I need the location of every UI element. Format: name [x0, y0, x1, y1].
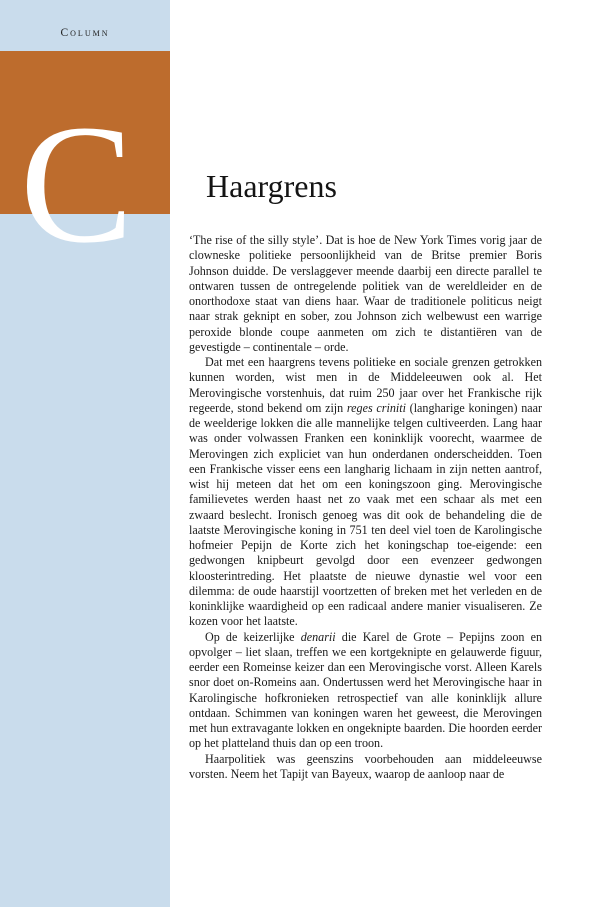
paragraph-3 — [189, 630, 542, 752]
paragraph-4: Haarpolitiek was geenszins voorbehouden aan middeleeuwse vorsten. Neem het Tapijt van Bayeux, waarop de aanloop naar de — [189, 751, 542, 781]
paragraph-2-italic: reges criniti — [346, 400, 406, 415]
initial-letter: C — [20, 90, 134, 278]
article-title: Haargrens — [206, 168, 337, 204]
paragraph-1: ‘The rise of the silly style’. Dat is hoe de New York Times vorig jaar de clowneske politieke persoonlijkheid van de Britse premier Boris Johnson duidde. De verslaggever meende daarbij een directe parallel te ontwaren tussen de ontregelende politiek van de wereldleider en de onorthodoxe staat van diens haar. Waar de traditionele politicus neigt naar strak geknipt en sober, zou Johnson zich welbewust een warrige peroxide blonde coupe aanmeten om zich te distantiëren van de gevestigde – continentale – orde. — [189, 233, 542, 354]
paragraph-3-italic: denarii — [300, 629, 336, 644]
paragraph-3-text-a: Op de keizerlijke — [205, 629, 301, 644]
sidebar — [0, 0, 170, 907]
initial-box — [0, 51, 170, 278]
article-body — [189, 233, 542, 782]
paragraph-2-text-a: Dat met een haargrens tevens politieke en sociale grenzen getrokken kunnen worden, wist men in de Middeleeuwen ook al. Het Merovingische vorstenhuis, dat ruim 250 jaar over het Frankische rijk regeerde, stond bekend om zijn — [189, 355, 542, 415]
paragraph-2-text-b: (langharige koningen) naar de weelderige lokken die alle mannelijke telgen cultiveerden. Lang haar was onder volwassen Franken een koninklijk voorecht, waarmee de Merovingen zich expliciet van hun onderdanen onderscheidden. Toen een Frankische visser eens een langharig lichaam in zijn netten aantrof, wist hij meteen dat het om een koningszoon ging. Merovingische familievetes werden haast net zo vaak met een schaar als met een zwaard beslecht. Ironisch genoeg was dit ook de behandeling die de laatste Merovingische koning in 751 ten deel viel toen de Karolingische hofmeier Pepijn de Korte zich het koningschap toe-eigende: een gedwongen knipbeurt gevolgd door een evenzeer gedwongen kloosterintreding. Het plaatste de nieuwe dynastie wel voor een dilemma: de oude haarstijl voortzetten of breken met het verleden en de koninklijke waardigheid op een radicaal andere manier visualiseren. Ze kozen voor het laatste. — [189, 400, 542, 629]
paragraph-3-text-b: die Karel de Grote – Pepijns zoon en opvolger – liet slaan, treffen we een kortgeknipte en gelauwerde figuur, eerder een Romeinse keizer dan een Merovingische vorst. Alleen Karels snor doet on-Romeins aan. Ondertussen werd het Merovingische haar in Karolingische hofkronieken retrospectief van alle koninklijk allure ontdaan. Schimmen van koningen waren het geweest, die Merovingen met hun extravagante lokken en ongeknipte baarden. Die hoorden eerder op het platteland thuis dan op een troon. — [189, 629, 542, 751]
paragraph-2 — [189, 355, 542, 630]
section-label: Column — [60, 27, 110, 39]
